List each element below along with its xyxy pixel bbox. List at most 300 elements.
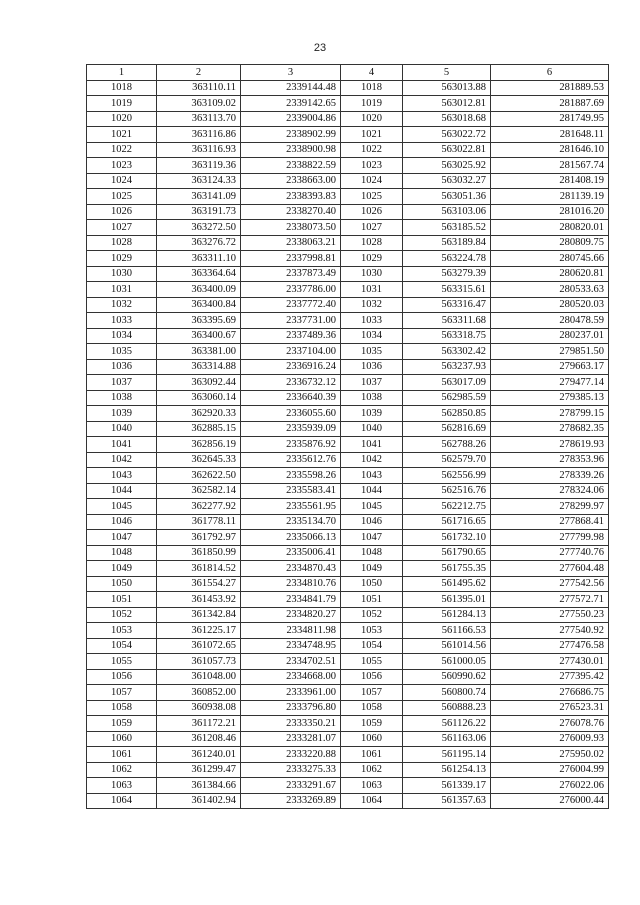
table-row	[87, 654, 609, 670]
table-cell: 1021	[341, 127, 403, 143]
table-cell: 1061	[87, 747, 157, 763]
table-cell: 2334820.27	[241, 607, 341, 623]
table-cell: 2335876.92	[241, 437, 341, 453]
table-row	[87, 142, 609, 158]
table-cell: 363116.93	[157, 142, 241, 158]
table-cell: 2339144.48	[241, 80, 341, 96]
table-cell: 361208.46	[157, 731, 241, 747]
table-cell: 362856.19	[157, 437, 241, 453]
table-cell: 362645.33	[157, 452, 241, 468]
table-cell: 561339.17	[403, 778, 491, 794]
table-row	[87, 793, 609, 809]
table-cell: 2339004.86	[241, 111, 341, 127]
table-cell: 563022.81	[403, 142, 491, 158]
table-cell: 363395.69	[157, 313, 241, 329]
table-cell: 277430.01	[491, 654, 609, 670]
table-cell: 1040	[341, 421, 403, 437]
table-cell: 1029	[87, 251, 157, 267]
table-cell: 363119.36	[157, 158, 241, 174]
table-cell: 276523.31	[491, 700, 609, 716]
table-cell: 363400.67	[157, 328, 241, 344]
table-cell: 280237.01	[491, 328, 609, 344]
table-row	[87, 158, 609, 174]
table-cell: 1048	[87, 545, 157, 561]
table-cell: 1030	[341, 266, 403, 282]
table-row	[87, 297, 609, 313]
table-cell: 561495.62	[403, 576, 491, 592]
table-row	[87, 669, 609, 685]
table-row	[87, 685, 609, 701]
table-cell: 2333275.33	[241, 762, 341, 778]
table-cell: 2337104.00	[241, 344, 341, 360]
table-cell: 1061	[341, 747, 403, 763]
table-cell: 1018	[87, 80, 157, 96]
table-row	[87, 700, 609, 716]
table-cell: 2339142.65	[241, 96, 341, 112]
table-cell: 361048.00	[157, 669, 241, 685]
table-row	[87, 344, 609, 360]
table-row	[87, 561, 609, 577]
page-number: 23	[313, 42, 327, 54]
table-row	[87, 375, 609, 391]
table-cell: 1038	[87, 390, 157, 406]
table-cell: 361384.66	[157, 778, 241, 794]
table-cell: 280620.81	[491, 266, 609, 282]
table-cell: 1046	[87, 514, 157, 530]
table-cell: 1063	[341, 778, 403, 794]
table-cell: 278299.97	[491, 499, 609, 515]
table-cell: 2335583.41	[241, 483, 341, 499]
table-cell: 563012.81	[403, 96, 491, 112]
table-cell: 1033	[87, 313, 157, 329]
table-cell: 1024	[341, 173, 403, 189]
column-header: 2	[157, 65, 241, 81]
table-cell: 1047	[87, 530, 157, 546]
table-cell: 2335939.09	[241, 421, 341, 437]
table-cell: 363272.50	[157, 220, 241, 236]
table-cell: 363276.72	[157, 235, 241, 251]
table-cell: 2338393.83	[241, 189, 341, 205]
table-cell: 362885.15	[157, 421, 241, 437]
table-cell: 1031	[87, 282, 157, 298]
table-cell: 361778.11	[157, 514, 241, 530]
table-cell: 1019	[87, 96, 157, 112]
table-cell: 563279.39	[403, 266, 491, 282]
table-cell: 1028	[87, 235, 157, 251]
table-row	[87, 731, 609, 747]
table-cell: 363110.11	[157, 80, 241, 96]
table-cell: 278339.26	[491, 468, 609, 484]
table-cell: 361225.17	[157, 623, 241, 639]
table-cell: 277542.56	[491, 576, 609, 592]
table-cell: 361554.27	[157, 576, 241, 592]
table-cell: 361172.21	[157, 716, 241, 732]
table-cell: 1054	[87, 638, 157, 654]
table-cell: 1042	[341, 452, 403, 468]
table-cell: 561755.35	[403, 561, 491, 577]
coordinates-table	[86, 64, 609, 809]
table-cell: 360852.00	[157, 685, 241, 701]
table-cell: 1027	[341, 220, 403, 236]
table-cell: 362582.14	[157, 483, 241, 499]
table-cell: 1021	[87, 127, 157, 143]
table-cell: 1055	[87, 654, 157, 670]
table-cell: 1027	[87, 220, 157, 236]
table-cell: 276009.93	[491, 731, 609, 747]
table-cell: 281889.53	[491, 80, 609, 96]
table-header-row	[87, 65, 609, 81]
table-cell: 563051.36	[403, 189, 491, 205]
table-cell: 1058	[87, 700, 157, 716]
table-cell: 2338663.00	[241, 173, 341, 189]
table-cell: 2336916.24	[241, 359, 341, 375]
table-row	[87, 638, 609, 654]
table-cell: 280809.75	[491, 235, 609, 251]
table-row	[87, 530, 609, 546]
table-cell: 281648.11	[491, 127, 609, 143]
table-cell: 1050	[87, 576, 157, 592]
table-cell: 1039	[341, 406, 403, 422]
table-cell: 278619.93	[491, 437, 609, 453]
table-cell: 562985.59	[403, 390, 491, 406]
table-row	[87, 251, 609, 267]
table-cell: 1044	[341, 483, 403, 499]
table-cell: 279851.50	[491, 344, 609, 360]
column-header: 4	[341, 65, 403, 81]
table-cell: 563311.68	[403, 313, 491, 329]
table-cell: 1028	[341, 235, 403, 251]
table-cell: 280520.03	[491, 297, 609, 313]
table-row	[87, 235, 609, 251]
table-cell: 281408.19	[491, 173, 609, 189]
table-cell: 278353.96	[491, 452, 609, 468]
table-cell: 1018	[341, 80, 403, 96]
table-cell: 561395.01	[403, 592, 491, 608]
table-cell: 277395.42	[491, 669, 609, 685]
table-cell: 2334870.43	[241, 561, 341, 577]
table-cell: 2334702.51	[241, 654, 341, 670]
table-cell: 1037	[341, 375, 403, 391]
table-cell: 1025	[87, 189, 157, 205]
table-cell: 276686.75	[491, 685, 609, 701]
table-cell: 2338902.99	[241, 127, 341, 143]
table-cell: 2336640.39	[241, 390, 341, 406]
table-cell: 1045	[341, 499, 403, 515]
table-cell: 1055	[341, 654, 403, 670]
table-cell: 277476.58	[491, 638, 609, 654]
table-cell: 361240.01	[157, 747, 241, 763]
table-cell: 563315.61	[403, 282, 491, 298]
table-cell: 563316.47	[403, 297, 491, 313]
table-cell: 363092.44	[157, 375, 241, 391]
table-cell: 1051	[341, 592, 403, 608]
table-cell: 1025	[341, 189, 403, 205]
table-cell: 2333796.80	[241, 700, 341, 716]
table-cell: 560990.62	[403, 669, 491, 685]
table-cell: 280745.66	[491, 251, 609, 267]
table-cell: 2338900.98	[241, 142, 341, 158]
table-cell: 561166.53	[403, 623, 491, 639]
table-cell: 2336732.12	[241, 375, 341, 391]
table-row	[87, 189, 609, 205]
table-cell: 275950.02	[491, 747, 609, 763]
table-cell: 1036	[87, 359, 157, 375]
column-header: 5	[403, 65, 491, 81]
column-header: 3	[241, 65, 341, 81]
table-cell: 562579.70	[403, 452, 491, 468]
table-cell: 562816.69	[403, 421, 491, 437]
table-cell: 1046	[341, 514, 403, 530]
table-cell: 2333269.89	[241, 793, 341, 809]
table-cell: 361814.52	[157, 561, 241, 577]
table-cell: 561014.56	[403, 638, 491, 654]
table-cell: 1047	[341, 530, 403, 546]
table-cell: 1050	[341, 576, 403, 592]
table-cell: 1040	[87, 421, 157, 437]
table-cell: 1064	[87, 793, 157, 809]
table-cell: 563013.88	[403, 80, 491, 96]
table-cell: 361792.97	[157, 530, 241, 546]
table-cell: 561732.10	[403, 530, 491, 546]
table-cell: 2335066.13	[241, 530, 341, 546]
table-row	[87, 437, 609, 453]
table-row	[87, 468, 609, 484]
table-cell: 363364.64	[157, 266, 241, 282]
table-cell: 276000.44	[491, 793, 609, 809]
table-cell: 2333281.07	[241, 731, 341, 747]
table-cell: 2333291.67	[241, 778, 341, 794]
table-cell: 1060	[87, 731, 157, 747]
table-cell: 1051	[87, 592, 157, 608]
table-row	[87, 499, 609, 515]
table-cell: 2337489.36	[241, 328, 341, 344]
table-cell: 363116.86	[157, 127, 241, 143]
table-cell: 278799.15	[491, 406, 609, 422]
table-cell: 1045	[87, 499, 157, 515]
table-cell: 277540.92	[491, 623, 609, 639]
table-cell: 278324.06	[491, 483, 609, 499]
table-row	[87, 204, 609, 220]
table-cell: 1029	[341, 251, 403, 267]
table-row	[87, 80, 609, 96]
table-row	[87, 747, 609, 763]
table-cell: 280820.01	[491, 220, 609, 236]
table-cell: 1049	[341, 561, 403, 577]
table-cell: 1032	[341, 297, 403, 313]
table-cell: 361057.73	[157, 654, 241, 670]
table-row	[87, 607, 609, 623]
table-cell: 2333220.88	[241, 747, 341, 763]
table-row	[87, 266, 609, 282]
table-cell: 363113.70	[157, 111, 241, 127]
table-row	[87, 390, 609, 406]
table-cell: 1044	[87, 483, 157, 499]
table-cell: 277799.98	[491, 530, 609, 546]
table-cell: 2334810.76	[241, 576, 341, 592]
table-cell: 1054	[341, 638, 403, 654]
table-cell: 563237.93	[403, 359, 491, 375]
table-cell: 281139.19	[491, 189, 609, 205]
table-cell: 1034	[341, 328, 403, 344]
table-cell: 2337998.81	[241, 251, 341, 267]
table-cell: 2336055.60	[241, 406, 341, 422]
table-row	[87, 716, 609, 732]
table-cell: 1035	[341, 344, 403, 360]
table-cell: 2338073.50	[241, 220, 341, 236]
table-cell: 562212.75	[403, 499, 491, 515]
table-cell: 563103.06	[403, 204, 491, 220]
table-cell: 1024	[87, 173, 157, 189]
table-cell: 561284.13	[403, 607, 491, 623]
table-cell: 1043	[341, 468, 403, 484]
table-cell: 1031	[341, 282, 403, 298]
table-cell: 277868.41	[491, 514, 609, 530]
table-cell: 363311.10	[157, 251, 241, 267]
table-cell: 363141.09	[157, 189, 241, 205]
table-row	[87, 313, 609, 329]
table-cell: 281887.69	[491, 96, 609, 112]
table-cell: 1053	[87, 623, 157, 639]
table-cell: 277550.23	[491, 607, 609, 623]
table-cell: 561000.05	[403, 654, 491, 670]
table-cell: 363400.84	[157, 297, 241, 313]
table-body	[87, 80, 609, 809]
table-cell: 2333961.00	[241, 685, 341, 701]
table-cell: 560800.74	[403, 685, 491, 701]
table-cell: 2334841.79	[241, 592, 341, 608]
table-cell: 2334748.95	[241, 638, 341, 654]
table-cell: 276078.76	[491, 716, 609, 732]
table-cell: 563032.27	[403, 173, 491, 189]
table-row	[87, 328, 609, 344]
table-cell: 363060.14	[157, 390, 241, 406]
table-cell: 1037	[87, 375, 157, 391]
table-cell: 563318.75	[403, 328, 491, 344]
table-cell: 279477.14	[491, 375, 609, 391]
table-cell: 561254.13	[403, 762, 491, 778]
table-cell: 1043	[87, 468, 157, 484]
table-cell: 563224.78	[403, 251, 491, 267]
table-cell: 1041	[341, 437, 403, 453]
table-row	[87, 778, 609, 794]
table-cell: 1023	[341, 158, 403, 174]
table-row	[87, 359, 609, 375]
table-cell: 2333350.21	[241, 716, 341, 732]
table-cell: 561163.06	[403, 731, 491, 747]
table-row	[87, 111, 609, 127]
table-cell: 1053	[341, 623, 403, 639]
table-row	[87, 421, 609, 437]
table-cell: 1052	[341, 607, 403, 623]
table-cell: 1052	[87, 607, 157, 623]
table-cell: 281749.95	[491, 111, 609, 127]
table-cell: 276022.06	[491, 778, 609, 794]
table-cell: 563185.52	[403, 220, 491, 236]
table-cell: 1056	[87, 669, 157, 685]
table-cell: 363124.33	[157, 173, 241, 189]
table-cell: 1057	[87, 685, 157, 701]
table-row	[87, 282, 609, 298]
table-cell: 2338063.21	[241, 235, 341, 251]
table-cell: 1035	[87, 344, 157, 360]
table-cell: 1062	[341, 762, 403, 778]
table-cell: 1059	[341, 716, 403, 732]
table-cell: 1033	[341, 313, 403, 329]
table-cell: 281567.74	[491, 158, 609, 174]
table-cell: 363109.02	[157, 96, 241, 112]
table-cell: 1059	[87, 716, 157, 732]
table-cell: 1023	[87, 158, 157, 174]
table-cell: 2337731.00	[241, 313, 341, 329]
table-cell: 1041	[87, 437, 157, 453]
table-row	[87, 762, 609, 778]
table-cell: 1064	[341, 793, 403, 809]
table-cell: 563302.42	[403, 344, 491, 360]
column-header: 1	[87, 65, 157, 81]
table-cell: 280533.63	[491, 282, 609, 298]
table-cell: 560888.23	[403, 700, 491, 716]
table-cell: 2335006.41	[241, 545, 341, 561]
table-cell: 1034	[87, 328, 157, 344]
table-cell: 563017.09	[403, 375, 491, 391]
table-cell: 1062	[87, 762, 157, 778]
table-row	[87, 173, 609, 189]
table-cell: 277604.48	[491, 561, 609, 577]
table-cell: 563189.84	[403, 235, 491, 251]
table-cell: 363381.00	[157, 344, 241, 360]
table-cell: 563025.92	[403, 158, 491, 174]
table-cell: 2334811.98	[241, 623, 341, 639]
table-row	[87, 545, 609, 561]
table-cell: 1049	[87, 561, 157, 577]
table-cell: 1032	[87, 297, 157, 313]
table-cell: 281646.10	[491, 142, 609, 158]
table-cell: 1020	[341, 111, 403, 127]
table-cell: 561790.65	[403, 545, 491, 561]
table-cell: 1020	[87, 111, 157, 127]
table-cell: 2338822.59	[241, 158, 341, 174]
table-cell: 2335561.95	[241, 499, 341, 515]
table-row	[87, 220, 609, 236]
table-cell: 1063	[87, 778, 157, 794]
table-cell: 2337772.40	[241, 297, 341, 313]
table-cell: 362920.33	[157, 406, 241, 422]
table-cell: 1022	[87, 142, 157, 158]
table-row	[87, 127, 609, 143]
table-row	[87, 592, 609, 608]
table-cell: 363191.73	[157, 204, 241, 220]
table-cell: 1030	[87, 266, 157, 282]
table-cell: 361072.65	[157, 638, 241, 654]
table-cell: 361299.47	[157, 762, 241, 778]
table-cell: 1057	[341, 685, 403, 701]
table-cell: 361850.99	[157, 545, 241, 561]
table-cell: 562556.99	[403, 468, 491, 484]
table-row	[87, 452, 609, 468]
table-cell: 2337786.00	[241, 282, 341, 298]
table-cell: 561716.65	[403, 514, 491, 530]
table-cell: 361342.84	[157, 607, 241, 623]
table-cell: 279385.13	[491, 390, 609, 406]
column-header: 6	[491, 65, 609, 81]
table-cell: 1048	[341, 545, 403, 561]
table-cell: 276004.99	[491, 762, 609, 778]
table-cell: 1058	[341, 700, 403, 716]
table-cell: 1026	[341, 204, 403, 220]
table-cell: 563018.68	[403, 111, 491, 127]
table-cell: 2335134.70	[241, 514, 341, 530]
table-cell: 2337873.49	[241, 266, 341, 282]
